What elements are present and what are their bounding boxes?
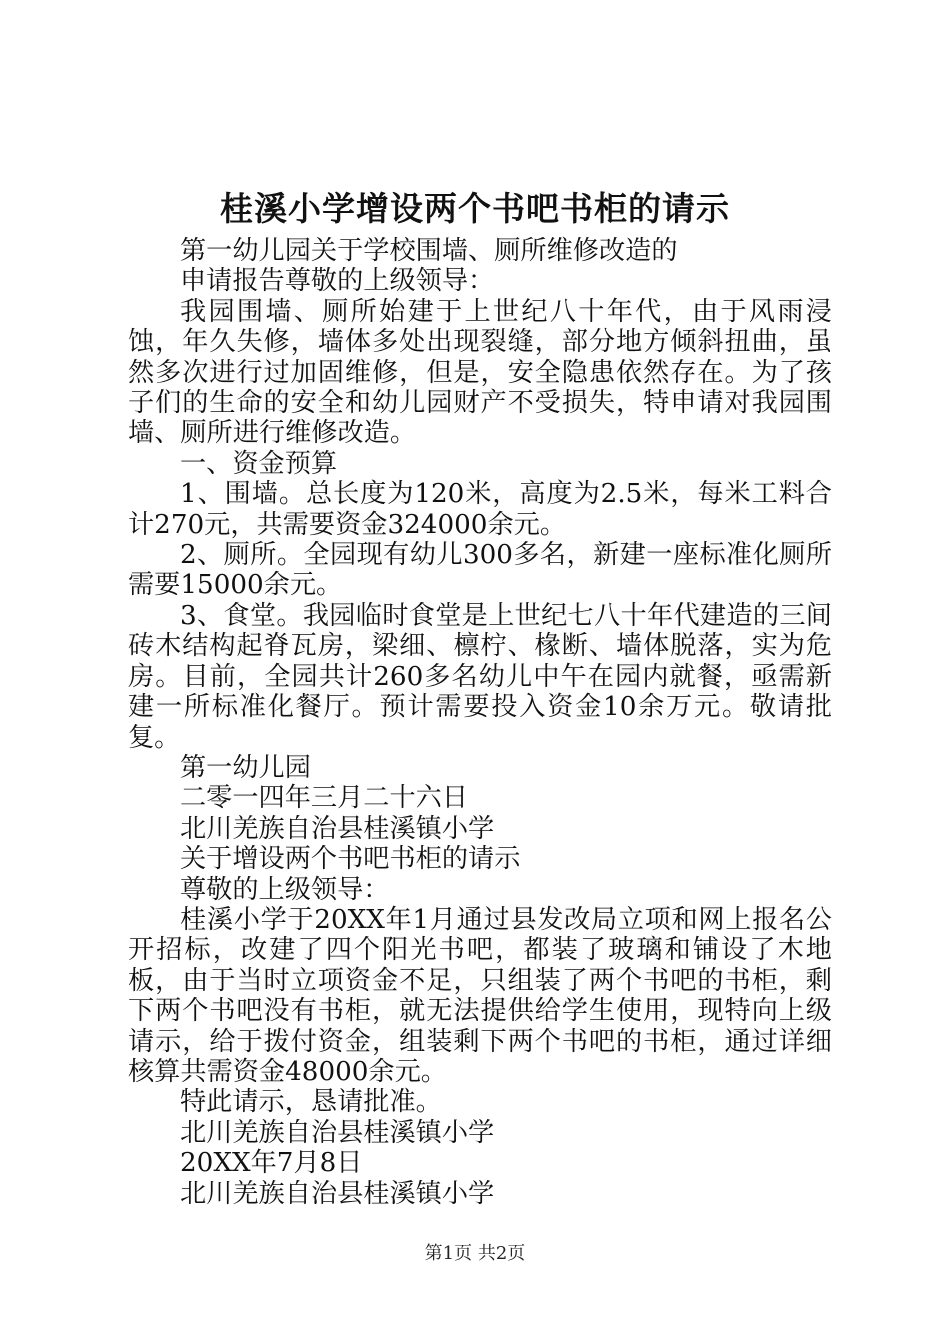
paragraph: 第一幼儿园关于学校围墙、厕所维修改造的	[180, 236, 678, 266]
paragraph: 第一幼儿园	[180, 752, 311, 783]
paragraph: 北川羌族自治县桂溪镇小学	[180, 1178, 495, 1209]
paragraph: 1、围墙。总长度为120米，高度为2.5米，每米工料合计270元，共需要资金324000余元。	[128, 479, 832, 540]
paragraph: 北川羌族自治县桂溪镇小学	[180, 1117, 495, 1148]
paragraph: 北川羌族自治县桂溪镇小学	[180, 813, 495, 844]
paragraph: 桂溪小学于20XX年1月通过县发改局立项和网上报名公开招标，改建了四个阳光书吧，都装了玻璃和铺设了木地板，由于当时立项资金不足，只组装了两个书吧的书柜，剩下两个书吧没有书柜，就无法提供给学生使用，现特向上级请示，给于拨付资金，组装剩下两个书吧的书柜，通过详细核算共需资金48000余元。	[128, 904, 832, 1087]
paragraph: 二零一四年三月二十六日	[180, 783, 469, 814]
paragraph: 尊敬的上级领导：	[180, 874, 390, 905]
paragraph: 20XX年7月8日	[180, 1148, 363, 1179]
document-title: 桂溪小学增设两个书吧书柜的请示	[220, 189, 730, 228]
paragraph: 关于增设两个书吧书柜的请示	[180, 844, 521, 875]
paragraph: 3、食堂。我园临时食堂是上世纪七八十年代建造的三间砖木结构起脊瓦房，梁细、檩柠、椽断、墙体脱落，实为危房。目前，全园共计260多名幼儿中午在园内就餐，亟需新建一所标准化餐厅。预计需要投入资金10余万元。敬请批复。	[128, 600, 832, 753]
paragraph: 2、厕所。全园现有幼儿300多名，新建一座标准化厕所需要15000余元。	[128, 540, 832, 601]
page-footer: 第1页 共2页	[424, 1243, 526, 1264]
paragraph: 申请报告尊敬的上级领导：	[180, 266, 495, 297]
paragraph: 特此请示，恳请批准。	[180, 1087, 442, 1118]
paragraph: 我园围墙、厕所始建于上世纪八十年代，由于风雨浸蚀，年久失修，墙体多处出现裂缝，部分地方倾斜扭曲，虽然多次进行过加固维修，但是，安全隐患依然存在。为了孩子们的生命的安全和幼儿园财产不受损失，特申请对我园围墙、厕所进行维修改造。	[128, 296, 832, 449]
document-body	[128, 236, 832, 1209]
paragraph: 一、资金预算	[180, 448, 338, 479]
